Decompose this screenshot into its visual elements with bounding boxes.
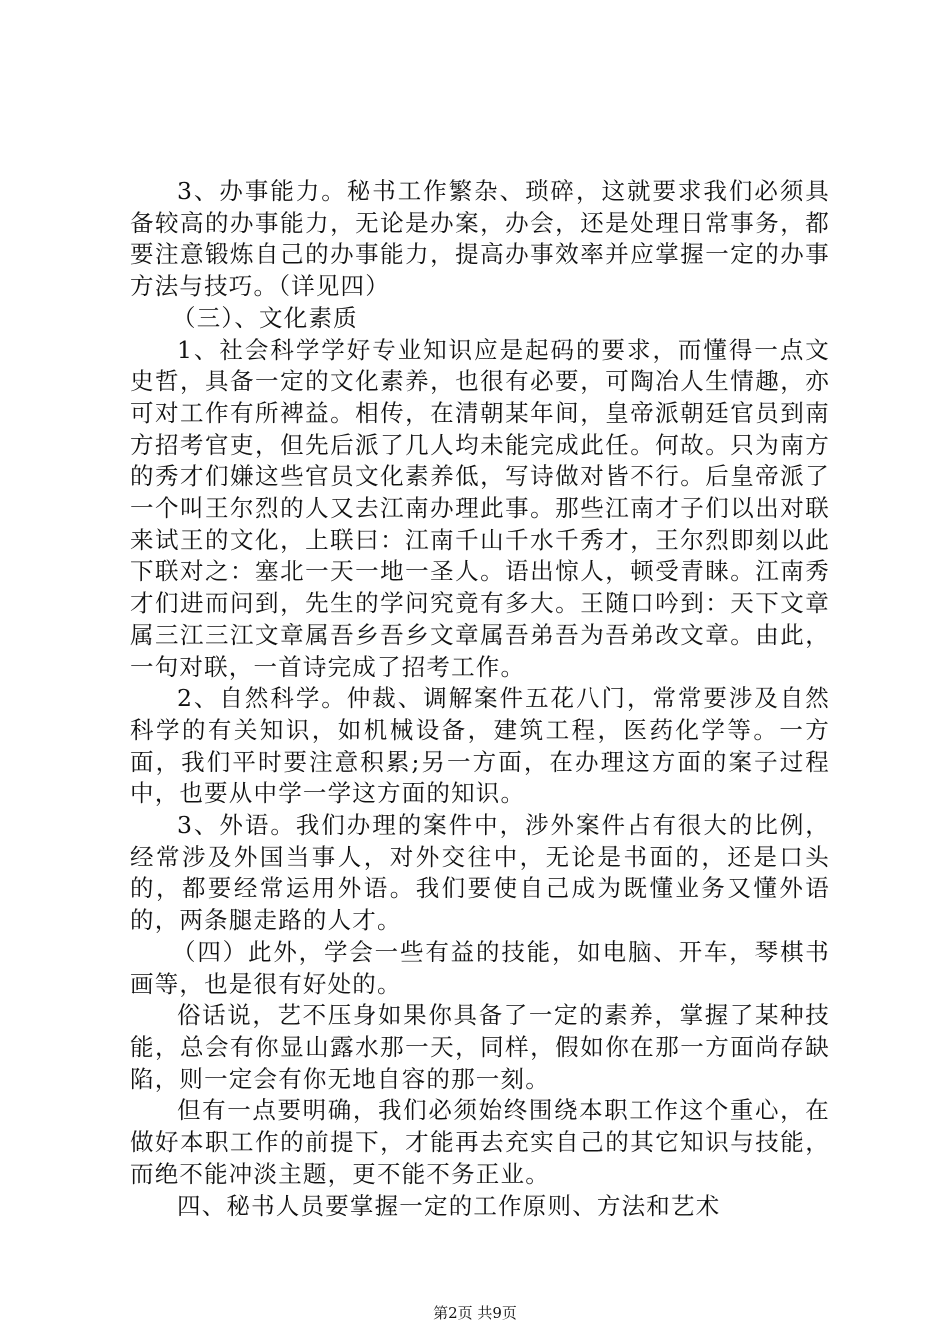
paragraph-natural-science: 2、自然科学。仲裁、调解案件五花八门，常常要涉及自然科学的有关知识，如机械设备，建筑工程，医药化学等。一方面，我们平时要注意积累;另一方面，在办理这方面的案子过程中，也要从中学一学这方面的知识。 <box>130 684 830 808</box>
section-heading-culture: （三）、文化素质 <box>172 303 358 332</box>
section-heading-principles: 四、秘书人员要掌握一定的工作原则、方法和艺术 <box>177 1191 721 1220</box>
paragraph-ability: 3、办事能力。秘书工作繁杂、琐碎，这就要求我们必须具备较高的办事能力，无论是办案，办会，还是处理日常事务，都要注意锻炼自己的办事能力，提高办事效率并应掌握一定的办事方法与技巧。（详见四） <box>130 177 830 301</box>
document-body <box>130 176 830 1222</box>
paragraph-foreign-language: 3、外语。我们办理的案件中，涉外案件占有很大的比例，经常涉及外国当事人，对外交往中，无论是书面的，还是口头的，都要经常运用外语。我们要使自己成为既懂业务又懂外语的，两条腿走路的人才。 <box>130 811 830 935</box>
paragraph-focus: 但有一点要明确，我们必须始终围绕本职工作这个重心，在做好本职工作的前提下，才能再去充实自己的其它知识与技能，而绝不能冲淡主题，更不能不务正业。 <box>130 1096 830 1188</box>
paragraph-proverb: 俗话说，艺不压身如果你具备了一定的素养，掌握了某种技能，总会有你显山露水那一天，同样，假如你在那一方面尚存缺陷，则一定会有你无地自容的那一刻。 <box>130 1001 830 1093</box>
paragraph-skills: （四）此外，学会一些有益的技能，如电脑、开车，琴棋书画等，也是很有好处的。 <box>130 937 830 998</box>
paragraph-social-science: 1、社会科学学好专业知识应是起码的要求，而懂得一点文史哲，具备一定的文化素养，也很有必要，可陶冶人生情趣，亦可对工作有所裨益。相传，在清朝某年间，皇帝派朝廷官员到南方招考官吏，但先后派了几人均未能完成此任。何故。只为南方的秀才们嫌这些官员文化素养低，写诗做对皆不行。后皇帝派了一个叫王尔烈的人又去江南办理此事。那些江南才子们以出对联来试王的文化，上联曰：江南千山千水千秀才，王尔烈即刻以此下联对之：塞北一天一地一圣人。语出惊人，顿受青睐。江南秀才们进而问到，先生的学问究竟有多大。王随口吟到：天下文章属三江三江文章属吾乡吾乡文章属吾弟吾为吾弟改文章。由此，一句对联，一首诗完成了招考工作。 <box>130 335 830 681</box>
page-footer: 第2页 共9页 <box>433 1304 517 1322</box>
